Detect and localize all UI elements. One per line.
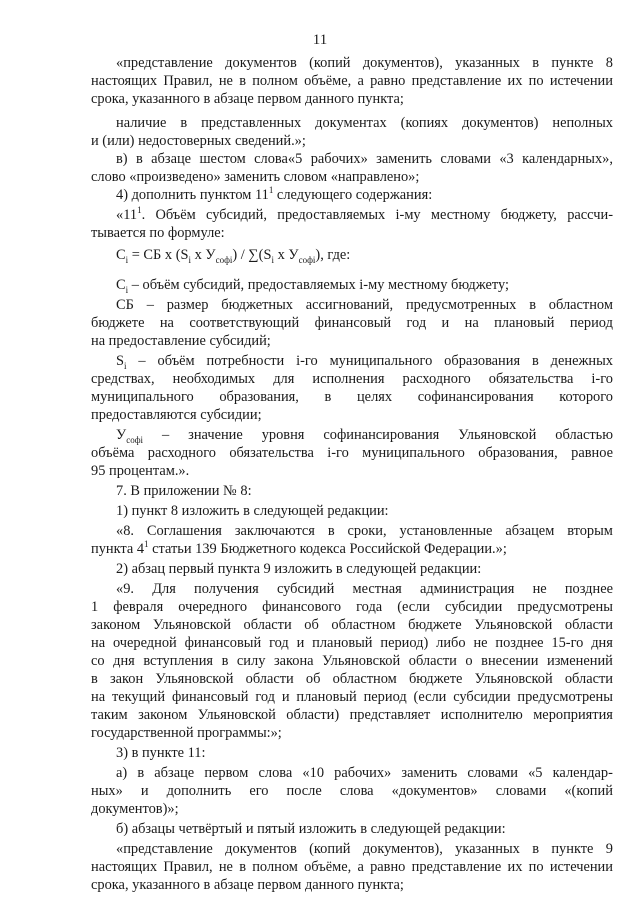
word: образования, <box>478 445 558 461</box>
word: на <box>159 315 174 331</box>
text-segment: 95 процентам.». <box>91 463 190 479</box>
text-line <box>91 634 613 652</box>
word: на <box>464 315 479 331</box>
word: плановый <box>312 635 373 651</box>
word: равное <box>571 445 613 461</box>
word: «9. <box>116 581 134 597</box>
text-line <box>91 876 404 894</box>
word: Правил, <box>163 73 213 89</box>
word: Ульяновской <box>474 671 553 687</box>
word: указанных <box>455 841 520 857</box>
word: законом <box>138 707 188 723</box>
word: Ульяновской <box>152 617 231 633</box>
word: получения <box>194 581 259 597</box>
text-segment: следующего содержания: <box>273 187 433 203</box>
word: указанных <box>455 55 520 71</box>
word: 8 <box>605 55 613 71</box>
word: равно <box>370 859 406 875</box>
word: сроки, <box>347 523 387 539</box>
word: вторым <box>567 523 613 539</box>
word: по <box>528 859 544 875</box>
word: (копий <box>309 841 351 857</box>
subscript: софi <box>298 254 316 265</box>
word: предусмотренных <box>405 297 517 313</box>
word: очередного <box>178 599 248 615</box>
word: законом <box>91 617 141 633</box>
word: либо <box>436 635 466 651</box>
word: области) <box>286 707 340 723</box>
word: представленных <box>201 115 302 131</box>
text-segment: тывается по формуле: <box>91 225 225 241</box>
text-line <box>116 114 613 132</box>
word: Ульяновской <box>197 707 276 723</box>
word: позднее <box>564 581 613 597</box>
word: документов <box>225 55 297 71</box>
word: обязательства <box>488 371 574 387</box>
word: исполнения <box>312 371 385 387</box>
word: и <box>140 783 149 799</box>
text-segment: 1) пункт 8 изложить в следующей редакции: <box>116 503 389 519</box>
text-line <box>116 744 206 762</box>
text-line <box>116 150 613 168</box>
word: абзаце <box>154 765 195 781</box>
word: «3 <box>499 151 514 167</box>
word: об <box>304 617 319 633</box>
word: год <box>255 689 276 705</box>
text-line <box>91 858 613 876</box>
word: очередной <box>112 635 177 651</box>
text-segment: – объём потребности i-го муниципального образования в денежных <box>126 353 613 369</box>
text-segment: У <box>116 427 127 443</box>
text-line <box>116 502 389 520</box>
text-segment: и (или) недостоверных сведений.»; <box>91 133 306 149</box>
text-line <box>91 462 189 480</box>
superscript: 1 <box>144 539 149 550</box>
text-segment: – объём субсидий, предоставляемых i-му местному бюджету; <box>128 277 509 293</box>
word: со <box>91 653 105 669</box>
word: которого <box>559 389 613 405</box>
text-line <box>116 580 613 598</box>
word: (копий <box>309 55 351 71</box>
word: настоящих <box>91 73 158 89</box>
word: не <box>473 635 488 651</box>
text-line <box>91 616 613 634</box>
text-segment: государственной программы:»; <box>91 725 282 741</box>
word: его <box>249 783 269 799</box>
word: образования, <box>219 389 299 405</box>
text-segment: . Объём субсидий, предоставляемых i-му местному бюджету, рассчи- <box>141 207 613 223</box>
word: календарных», <box>522 151 613 167</box>
word: не <box>218 859 233 875</box>
word: не <box>218 73 233 89</box>
word: не <box>532 581 547 597</box>
word: а <box>357 859 364 875</box>
word: текущий <box>111 689 166 705</box>
text-line <box>91 168 419 186</box>
word: период) <box>380 635 429 651</box>
word: – <box>146 297 154 313</box>
word: шестом <box>199 151 246 167</box>
word: бюджете <box>91 315 145 331</box>
word: на <box>91 689 106 705</box>
word: дополнить <box>166 783 232 799</box>
text-line <box>91 224 225 242</box>
word: рабочих» <box>310 151 368 167</box>
word: пункте <box>551 55 594 71</box>
word: плановый <box>494 315 555 331</box>
text-line <box>116 426 613 444</box>
word: рабочих» <box>334 765 392 781</box>
text-segment: б) абзацы четвёртый и пятый изложить в следующей редакции: <box>116 821 506 837</box>
word: изменений <box>547 653 613 669</box>
word: вступления <box>143 653 214 669</box>
text-segment: 4) дополнить пунктом 11 <box>116 187 269 203</box>
word: а <box>357 73 364 89</box>
word: объёме, <box>304 73 352 89</box>
text-line <box>91 90 404 108</box>
text-line <box>116 352 613 370</box>
text-segment: C <box>116 277 126 293</box>
word: период <box>363 689 407 705</box>
word: (если <box>413 689 447 705</box>
word: предусмотрены <box>517 599 613 615</box>
subscript: софi <box>215 254 233 265</box>
word: заменить <box>376 151 432 167</box>
text-line <box>116 246 350 264</box>
text-segment: ) / ∑(S <box>232 247 272 263</box>
text-segment: 7. В приложении № 8: <box>116 483 252 499</box>
text-line <box>91 688 613 706</box>
word: словами <box>495 783 547 799</box>
word: соответствующий <box>189 315 300 331</box>
word: мероприятия <box>533 707 613 723</box>
word: области <box>243 617 292 633</box>
text-line <box>91 332 271 350</box>
word: объёма <box>91 445 135 461</box>
text-line <box>91 72 613 90</box>
word: заключаются <box>234 523 315 539</box>
word: пункте <box>551 841 594 857</box>
word: абзаце <box>151 151 192 167</box>
word: целях <box>356 389 393 405</box>
word: размер <box>166 297 209 313</box>
subscript: i <box>125 284 129 295</box>
subscript: i <box>125 254 129 265</box>
text-segment: 2) абзац первый пункта 9 изложить в следующей редакции: <box>116 561 482 577</box>
word: их <box>507 859 523 875</box>
word: по <box>528 73 544 89</box>
word: таким <box>91 707 128 723</box>
text-line <box>116 840 613 858</box>
word: о <box>465 653 473 669</box>
word: полном <box>252 859 298 875</box>
word: слова <box>339 783 374 799</box>
text-segment: срока, указанного в абзаце первом данного пункта; <box>91 91 404 107</box>
word: первом <box>204 765 249 781</box>
text-segment: – значение уровня софинансирования Ульяновской областью <box>143 427 613 443</box>
word: предусмотрены <box>517 689 613 705</box>
word: в <box>239 859 246 875</box>
word: областном <box>548 297 613 313</box>
word: истечении <box>549 73 613 89</box>
word: представление <box>411 73 502 89</box>
superscript: 1 <box>268 185 274 196</box>
text-line <box>91 388 613 406</box>
text-segment: документов)»; <box>91 801 179 817</box>
word: i-го <box>327 445 349 461</box>
word: год <box>269 635 289 651</box>
text-line <box>116 764 613 782</box>
text-line <box>116 560 481 578</box>
word: области <box>564 617 613 633</box>
word: внесении <box>481 653 539 669</box>
word: февраля <box>113 599 164 615</box>
word: софинансирования <box>417 389 534 405</box>
word: для <box>273 371 295 387</box>
word: силу <box>236 653 266 669</box>
subscript: i <box>188 254 191 265</box>
word: обязательства <box>229 445 314 461</box>
word: заменить <box>401 765 458 781</box>
word: плановый <box>296 689 357 705</box>
text-segment: ), где: <box>315 247 351 263</box>
word: абзацем <box>505 523 555 539</box>
word: бюджете <box>408 617 462 633</box>
word: позднее <box>495 635 544 651</box>
subscript: софi <box>126 434 144 445</box>
word: субсидий <box>276 581 335 597</box>
word: местная <box>352 581 402 597</box>
text-line <box>116 482 252 500</box>
word: бюджетных <box>221 297 293 313</box>
word: словами <box>467 765 518 781</box>
word: в <box>529 297 536 313</box>
text-segment: на предоставление субсидий; <box>91 333 271 349</box>
word: ассигнований, <box>305 297 394 313</box>
word: расходного <box>147 445 216 461</box>
page-number: 11 <box>312 32 328 48</box>
word: дня <box>591 635 613 651</box>
word: «10 <box>302 765 325 781</box>
word: необходимых <box>172 371 256 387</box>
word: в <box>91 671 98 687</box>
word: и <box>441 315 450 331</box>
word: в <box>532 55 539 71</box>
text-line <box>116 276 509 294</box>
word: равно <box>370 73 406 89</box>
word: финансового <box>262 599 342 615</box>
word: субсидии <box>453 689 511 705</box>
word: Правил, <box>163 859 213 875</box>
text-line <box>91 598 613 616</box>
word: 1 <box>91 599 99 615</box>
text-line <box>91 652 613 670</box>
word: установленные <box>399 523 493 539</box>
word: «5 <box>528 765 543 781</box>
word: на <box>91 635 106 651</box>
text-segment: «11 <box>116 207 138 223</box>
text-line <box>116 206 613 224</box>
word: Для <box>152 581 176 597</box>
text-line <box>116 522 613 540</box>
word: 9 <box>605 841 613 857</box>
text-line <box>91 724 282 742</box>
word: «(копий <box>564 783 613 799</box>
text-segment: x У <box>191 247 216 263</box>
word: документах <box>315 115 387 131</box>
text-line <box>91 706 613 724</box>
word: слова <box>258 765 293 781</box>
word: документов <box>225 841 297 857</box>
text-line <box>91 670 613 688</box>
word: Ульяновской <box>155 671 234 687</box>
word: в <box>324 389 332 405</box>
word: в <box>327 523 335 539</box>
word: документов), <box>362 841 443 857</box>
text-segment: статьи 139 Бюджетного кодекса Российской Федерации.»; <box>148 541 507 557</box>
word: дня <box>113 653 135 669</box>
text-line <box>91 444 613 462</box>
text-line <box>91 800 179 818</box>
word: наличие <box>116 115 167 131</box>
text-line <box>91 314 613 332</box>
word: неполных <box>552 115 613 131</box>
word: финансовый <box>314 315 392 331</box>
word: в <box>532 841 539 857</box>
word: «представление <box>116 55 213 71</box>
subscript: i <box>271 254 274 265</box>
word: (копиях <box>400 115 449 131</box>
word: в <box>137 765 145 781</box>
word: объёме, <box>304 859 352 875</box>
word: словами <box>440 151 491 167</box>
word: муниципального <box>362 445 465 461</box>
word: области <box>408 653 457 669</box>
text-segment: x У <box>273 247 299 263</box>
word: исполнителю <box>440 707 523 723</box>
word: финансовый <box>171 689 249 705</box>
word: года <box>356 599 383 615</box>
text-segment: пункта 4 <box>91 541 145 557</box>
text-line <box>116 296 613 314</box>
text-segment: слово «произведено» заменить словом «направлено»; <box>91 169 420 185</box>
text-line <box>91 540 507 558</box>
word: i-го <box>591 371 613 387</box>
word: области <box>245 671 294 687</box>
word: расходного <box>402 371 471 387</box>
word: в <box>135 151 143 167</box>
word: настоящих <box>91 859 158 875</box>
word: областном <box>332 671 397 687</box>
word: закон <box>109 671 144 687</box>
word: «представление <box>116 841 213 857</box>
word: СБ <box>116 297 134 313</box>
word: закона <box>273 653 314 669</box>
word: области <box>564 671 613 687</box>
text-line <box>116 186 432 204</box>
word: финансовый <box>184 635 262 651</box>
word: муниципального <box>91 389 194 405</box>
word: (если <box>397 599 431 615</box>
word: субсидии <box>445 599 503 615</box>
word: представляет <box>349 707 431 723</box>
word: документов), <box>362 55 443 71</box>
word: администрация <box>419 581 515 597</box>
text-segment: = СБ x (S <box>128 247 189 263</box>
subscript: i <box>124 360 127 371</box>
word: об <box>305 671 321 687</box>
word: ных» <box>91 783 123 799</box>
text-line <box>116 820 506 838</box>
word: 15-го <box>551 635 584 651</box>
word: слова«5 <box>254 151 303 167</box>
word: в) <box>116 151 128 167</box>
text-segment: S <box>116 353 125 369</box>
superscript: 1 <box>137 205 142 216</box>
word: средствах, <box>91 371 155 387</box>
word: и <box>296 635 305 651</box>
word: представление <box>411 859 502 875</box>
word: документов) <box>462 115 539 131</box>
text-segment: 3) в пункте 11: <box>116 745 206 761</box>
word: Ульяновской <box>474 617 553 633</box>
text-line <box>116 54 613 72</box>
word: а) <box>116 765 128 781</box>
text-line <box>91 782 613 800</box>
word: Ульяновской <box>322 653 401 669</box>
word: «8. <box>116 523 134 539</box>
text-segment: срока, указанного в абзаце первом данного пункта; <box>91 877 404 893</box>
text-line <box>91 132 306 150</box>
word: полном <box>252 73 298 89</box>
word: областном <box>331 617 396 633</box>
word: и <box>281 689 290 705</box>
word: год <box>406 315 427 331</box>
word: календар- <box>552 765 613 781</box>
word: «документов» <box>391 783 478 799</box>
word: Соглашения <box>146 523 222 539</box>
word: в <box>239 73 246 89</box>
word: бюджете <box>408 671 463 687</box>
word: в <box>180 115 188 131</box>
word: в <box>221 653 229 669</box>
text-segment: C <box>116 247 126 263</box>
word: их <box>507 73 523 89</box>
text-line <box>91 406 262 424</box>
text-line <box>91 370 613 388</box>
text-segment: предоставляются субсидии; <box>91 407 262 423</box>
word: период <box>569 315 613 331</box>
word: истечении <box>549 859 613 875</box>
word: после <box>286 783 322 799</box>
